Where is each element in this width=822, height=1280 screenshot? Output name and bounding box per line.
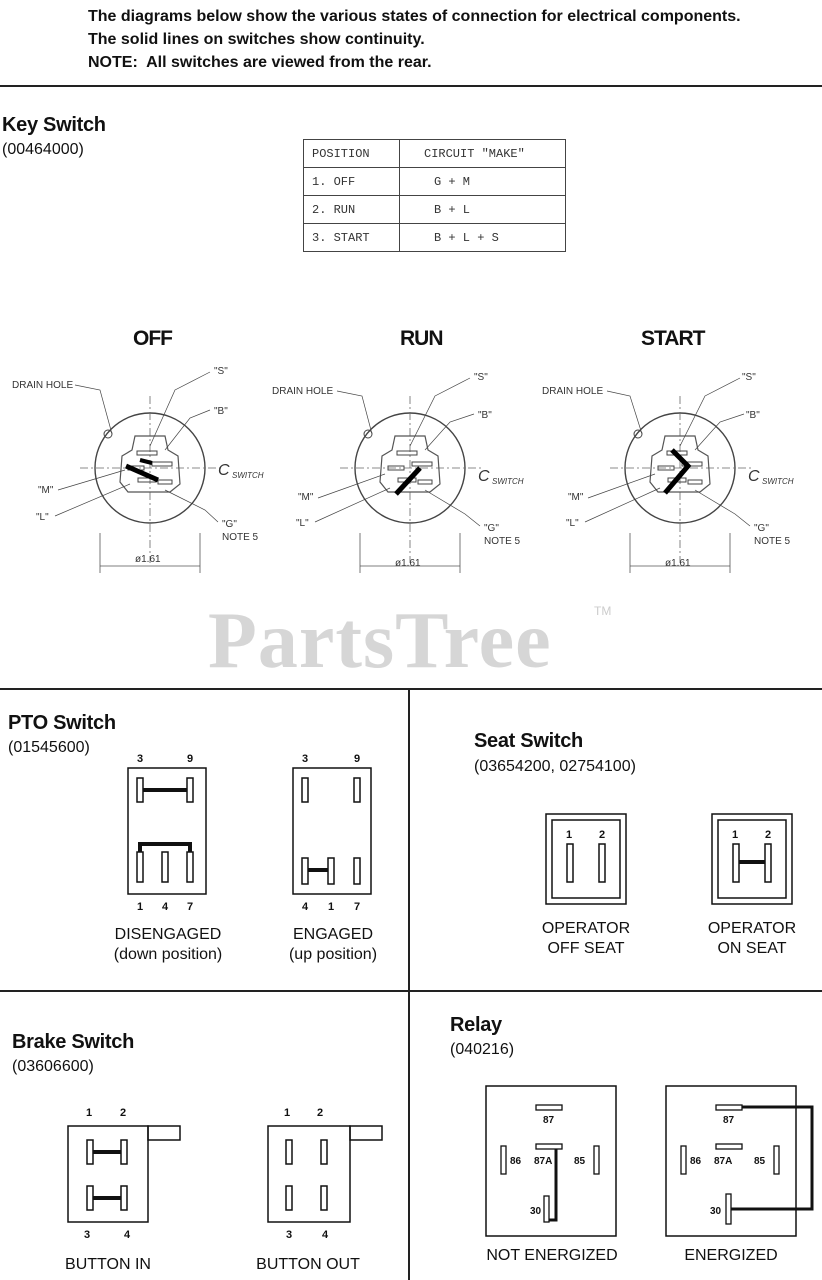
- seat-switch-title: Seat Switch: [474, 730, 583, 752]
- pto-switch-title: PTO Switch: [8, 712, 116, 734]
- m-label: "M": [38, 485, 54, 496]
- l-label: "L": [566, 518, 579, 529]
- table-cell: B + L: [400, 196, 566, 224]
- brake-in-switch: [68, 1126, 180, 1222]
- diameter-label: ø1.61: [395, 558, 421, 569]
- note-label: NOTE:: [88, 54, 138, 71]
- brake-switch-drawings: [60, 1100, 390, 1245]
- pin-label: 86: [510, 1156, 522, 1167]
- key-switch-part: (00464000): [2, 141, 84, 158]
- pin-label: 2: [120, 1107, 127, 1119]
- table-row: [304, 196, 566, 224]
- pin-label: 4: [124, 1229, 131, 1241]
- drain-hole-label: DRAIN HOLE: [272, 386, 334, 397]
- brake-out-caption: BUTTON OUT: [256, 1256, 360, 1273]
- relay-drawings: [480, 1080, 820, 1240]
- pin-label: 1: [566, 829, 573, 841]
- pin-label: 2: [599, 829, 606, 841]
- intro-note: [88, 51, 741, 74]
- brake-switch-part: (03606600): [12, 1058, 94, 1075]
- pin-label: 4: [302, 901, 309, 913]
- diameter-label: ø1.61: [135, 554, 161, 565]
- switch-label: SWITCH: [762, 477, 794, 486]
- pin-label: 2: [765, 829, 772, 841]
- relay-energized-caption: ENERGIZED: [684, 1247, 778, 1264]
- seat-on-caption: [692, 919, 812, 959]
- pin-label: 30: [530, 1206, 542, 1217]
- relay-title: Relay: [450, 1014, 502, 1036]
- diameter-label: ø1.61: [665, 558, 691, 569]
- pin-label: 30: [710, 1206, 722, 1217]
- note-label: NOTE 5: [222, 532, 259, 543]
- note-label: NOTE 5: [754, 536, 791, 547]
- caption-line: (down position): [113, 946, 223, 963]
- divider-vertical: [408, 688, 410, 1280]
- brake-out-switch: [268, 1126, 382, 1222]
- pin-label: 4: [322, 1229, 329, 1241]
- caption-line: OPERATOR: [541, 920, 631, 937]
- pto-switch-drawings: [100, 748, 400, 918]
- position-run-title: RUN: [400, 327, 443, 350]
- position-start-title: START: [641, 327, 705, 350]
- pin-label: 9: [354, 753, 361, 765]
- seat-off-switch: [546, 814, 626, 904]
- table-row: [304, 168, 566, 196]
- divider-mid: [0, 688, 822, 690]
- pin-label: 87A: [534, 1156, 553, 1167]
- table-header-position: POSITION: [304, 140, 400, 168]
- seat-off-caption: [526, 919, 646, 959]
- g-label: "G": [484, 523, 499, 534]
- b-label: "B": [214, 406, 228, 417]
- top-divider: [0, 85, 822, 87]
- caption-line: OFF SEAT: [547, 940, 625, 957]
- key-switch-off-drawing: [80, 396, 222, 573]
- table-row: [304, 224, 566, 252]
- m-label: "M": [568, 492, 584, 503]
- s-label: "S": [474, 372, 488, 383]
- relay-energized: [666, 1086, 812, 1236]
- seat-on-switch: [712, 814, 792, 904]
- caption-line: (up position): [288, 946, 378, 963]
- table-cell: B + L + S: [400, 224, 566, 252]
- pin-label: 85: [754, 1156, 766, 1167]
- key-switch-table: [303, 139, 566, 252]
- pin-label: 4: [162, 901, 169, 913]
- table-cell: G + M: [400, 168, 566, 196]
- trademark-mark: TM: [594, 604, 612, 618]
- pin-label: 86: [690, 1156, 702, 1167]
- position-off-title: OFF: [133, 327, 172, 350]
- pin-label: 85: [574, 1156, 586, 1167]
- relay-part: (040216): [450, 1041, 515, 1058]
- brake-in-caption: BUTTON IN: [65, 1256, 151, 1273]
- pto-disengaged-caption: [108, 925, 228, 965]
- table-cell: 2. RUN: [304, 196, 400, 224]
- l-label: "L": [296, 518, 309, 529]
- cl-symbol: C: [218, 462, 230, 479]
- pin-label: 3: [84, 1229, 91, 1241]
- pin-label: 3: [286, 1229, 293, 1241]
- caption-line: ON SEAT: [717, 940, 787, 957]
- table-cell: 3. START: [304, 224, 400, 252]
- table-cell: 1. OFF: [304, 168, 400, 196]
- pin-label: 1: [86, 1107, 93, 1119]
- brake-switch-title: Brake Switch: [12, 1031, 135, 1053]
- pin-label: 1: [137, 901, 144, 913]
- divider-lower: [0, 990, 822, 992]
- key-switch-start-drawing: [610, 396, 752, 573]
- table-header-circuit: CIRCUIT "MAKE": [400, 140, 566, 168]
- pto-engaged-caption: [273, 925, 393, 965]
- b-label: "B": [746, 410, 760, 421]
- key-switch-drawings: [0, 350, 822, 580]
- pto-engaged-switch: [293, 768, 371, 894]
- relay-not-energized-caption: NOT ENERGIZED: [486, 1247, 618, 1264]
- seat-switch-drawings: [540, 808, 810, 908]
- switch-label: SWITCH: [232, 471, 264, 480]
- pin-label: 7: [187, 901, 194, 913]
- pin-label: 7: [354, 901, 361, 913]
- m-label: "M": [298, 492, 314, 503]
- pin-label: 87A: [714, 1156, 733, 1167]
- g-label: "G": [222, 519, 237, 530]
- pin-label: 87: [723, 1115, 735, 1126]
- b-label: "B": [478, 410, 492, 421]
- pin-label: 3: [302, 753, 309, 765]
- note-text: All switches are viewed from the rear.: [146, 54, 432, 71]
- pin-label: 1: [328, 901, 335, 913]
- note-label: NOTE 5: [484, 536, 521, 547]
- pin-label: 9: [187, 753, 194, 765]
- caption-line: ENGAGED: [292, 926, 373, 943]
- pto-switch-part: (01545600): [8, 739, 90, 756]
- intro-line-1: The diagrams below show the various states of connection for electrical components.: [88, 8, 741, 25]
- cl-symbol: C: [478, 468, 490, 485]
- switch-label: SWITCH: [492, 477, 524, 486]
- intro-text: [88, 5, 741, 74]
- seat-switch-part: (03654200, 02754100): [474, 758, 636, 775]
- parts-tree-watermark: PartsTree: [208, 597, 552, 685]
- pin-label: 1: [732, 829, 739, 841]
- s-label: "S": [214, 366, 228, 377]
- caption-line: DISENGAGED: [114, 926, 222, 943]
- pin-label: 2: [317, 1107, 324, 1119]
- key-switch-run-drawing: [340, 396, 482, 573]
- cl-symbol: C: [748, 468, 760, 485]
- pin-label: 1: [284, 1107, 291, 1119]
- pto-disengaged-switch: [128, 768, 206, 894]
- drain-hole-label: DRAIN HOLE: [542, 386, 604, 397]
- drain-hole-label: DRAIN HOLE: [12, 380, 74, 391]
- pin-label: 87: [543, 1115, 555, 1126]
- s-label: "S": [742, 372, 756, 383]
- key-switch-title: Key Switch: [2, 114, 106, 136]
- g-label: "G": [754, 523, 769, 534]
- pin-label: 3: [137, 753, 144, 765]
- intro-line-2: The solid lines on switches show continuity.: [88, 31, 425, 48]
- caption-line: OPERATOR: [707, 920, 797, 937]
- l-label: "L": [36, 512, 49, 523]
